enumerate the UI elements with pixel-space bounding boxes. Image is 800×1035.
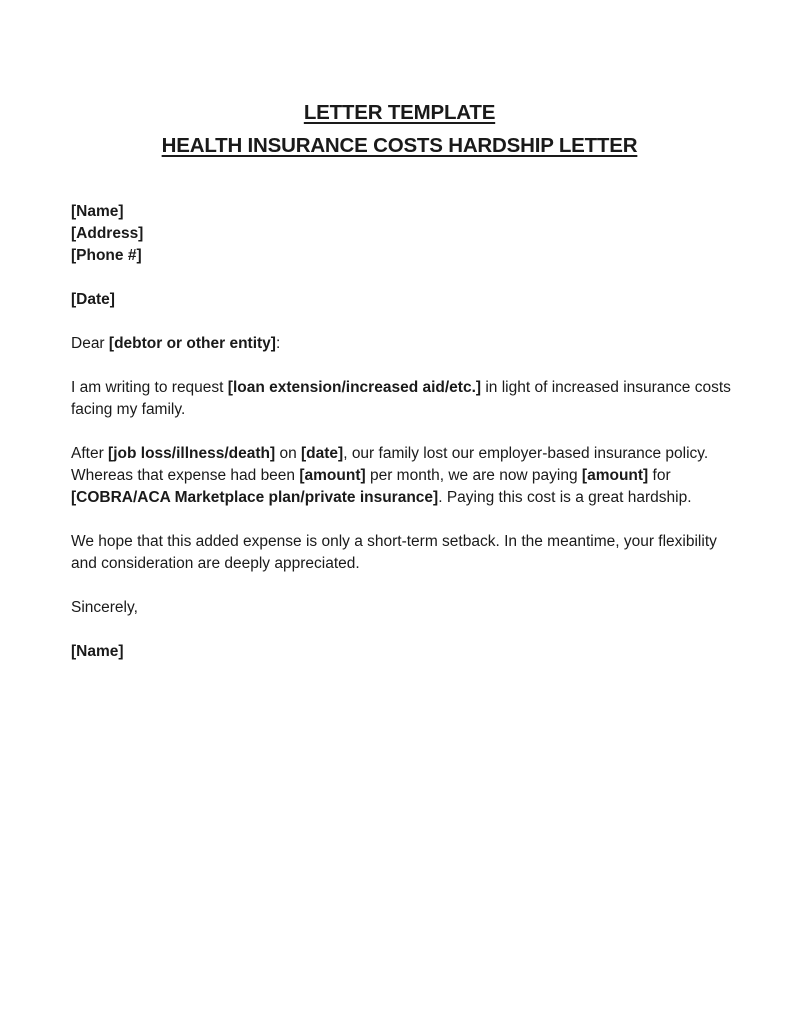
paragraph-text: After — [71, 445, 109, 462]
paragraph-text: per month, we are now paying — [365, 467, 582, 484]
placeholder-old-amount: [amount] — [299, 467, 366, 484]
sender-phone: [Phone #] — [71, 247, 142, 264]
sender-name: [Name] — [71, 203, 124, 220]
salutation-suffix: : — [275, 335, 281, 352]
sender-address: [Address] — [71, 225, 144, 242]
placeholder-new-amount: [amount] — [581, 467, 649, 484]
paragraph-closing: We hope that this added expense is only a short-term setback. In the meantime, your flexibility and consideration are deeply appreciated. — [71, 533, 717, 572]
signature-name: [Name] — [71, 643, 124, 660]
paragraph-text: I am writing to request — [71, 379, 228, 396]
salutation — [71, 333, 731, 355]
placeholder-event: [job loss/illness/death] — [108, 445, 276, 462]
salutation-recipient: [debtor or other entity] — [108, 335, 276, 352]
letter-title: HEALTH INSURANCE COSTS HARDSHIP LETTER — [161, 134, 638, 157]
paragraph-text: for — [648, 467, 671, 484]
salutation-prefix: Dear — [71, 335, 109, 352]
placeholder-request-type: [loan extension/increased aid/etc.] — [227, 379, 482, 396]
paragraph-text: , our family lost our employer-based insurance policy. Whereas that expense had been — [71, 445, 709, 484]
closing-line: Sincerely, — [71, 599, 138, 616]
placeholder-event-date: [date] — [301, 445, 344, 462]
paragraph-text: in light of increased insurance costs facing my family. — [71, 379, 731, 418]
letter-date: [Date] — [71, 291, 115, 308]
paragraph-request — [71, 377, 731, 421]
template-label: LETTER TEMPLATE — [303, 101, 496, 124]
paragraph-text: . Paying this cost is a great hardship. — [438, 489, 692, 506]
paragraph-circumstances — [71, 443, 731, 509]
sender-block — [71, 201, 728, 267]
paragraph-text: on — [275, 445, 301, 462]
placeholder-plan-type: [COBRA/ACA Marketplace plan/private insurance] — [71, 489, 439, 506]
